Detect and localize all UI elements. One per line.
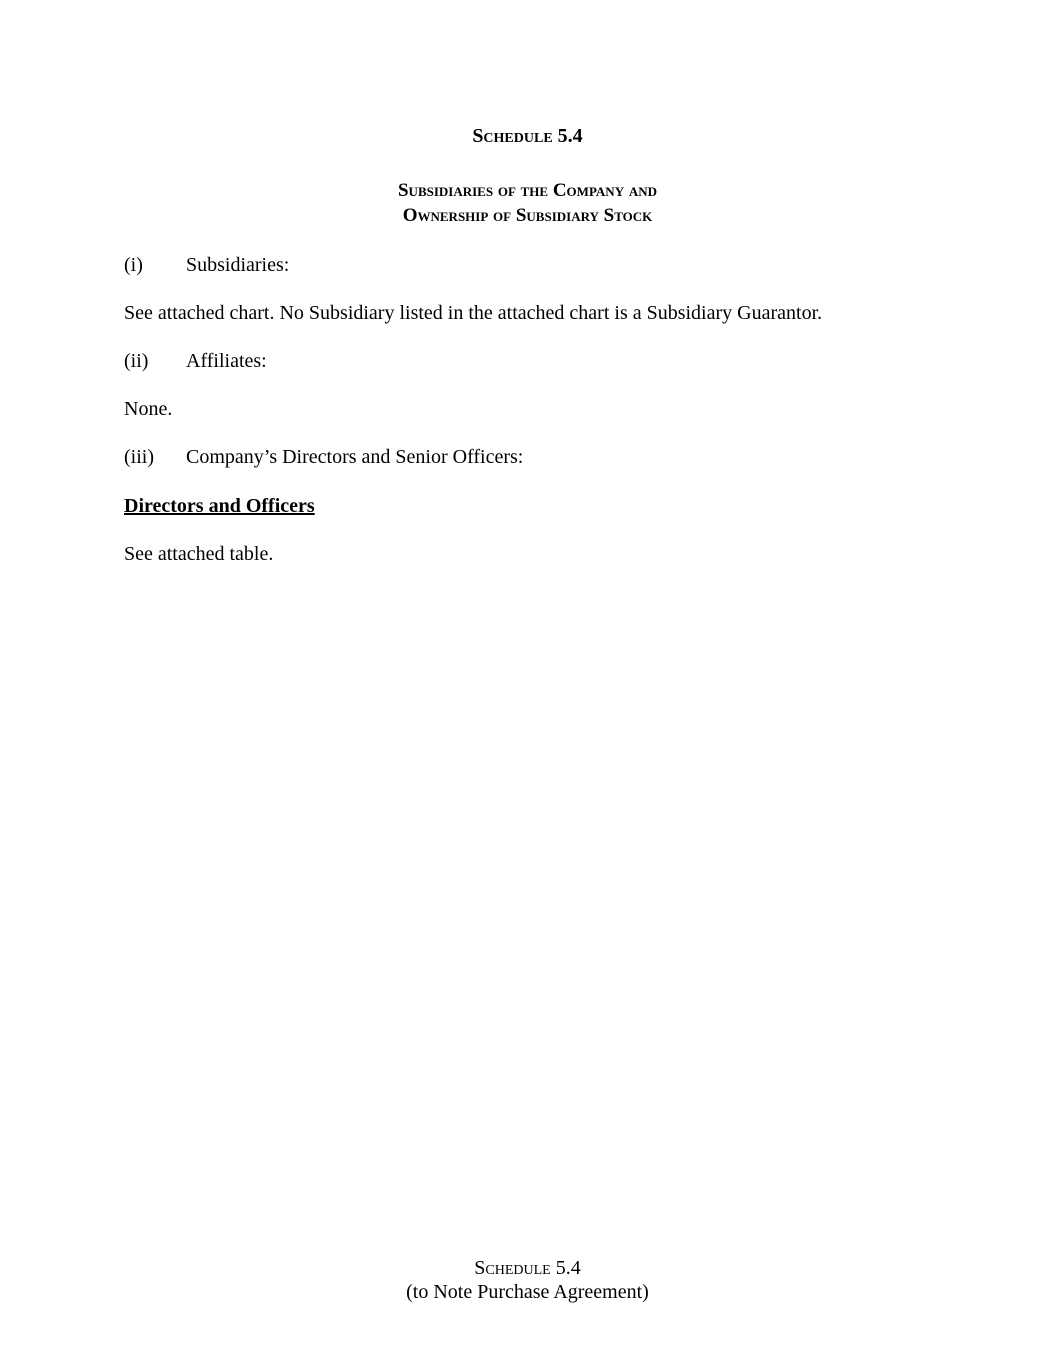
directors-text: See attached table.: [124, 543, 274, 565]
affiliates-text: None.: [124, 398, 173, 420]
section-label: Affiliates:: [186, 350, 267, 372]
subtitle-line-1: Subsidiaries of the Company and: [397, 180, 657, 201]
footer-note: (to Note Purchase Agreement): [406, 1281, 649, 1303]
section-directors: [124, 445, 523, 469]
subsidiaries-text: See attached chart. No Subsidiary listed in the attached chart is a Subsidiary Guarantor.: [124, 302, 823, 324]
directors-officers-heading: Directors and Officers: [124, 495, 315, 517]
footer-schedule: Schedule 5.4: [474, 1257, 581, 1279]
schedule-title: Schedule 5.4: [472, 125, 583, 147]
section-number: (iii): [124, 446, 154, 468]
section-subsidiaries: [124, 253, 289, 277]
section-number: (i): [124, 254, 143, 276]
section-label: Company’s Directors and Senior Officers:: [186, 446, 524, 468]
subtitle-line-2: Ownership of Subsidiary Stock: [402, 205, 653, 226]
section-label: Subsidiaries:: [186, 254, 290, 276]
section-affiliates: [124, 349, 267, 373]
section-number: (ii): [124, 350, 149, 372]
